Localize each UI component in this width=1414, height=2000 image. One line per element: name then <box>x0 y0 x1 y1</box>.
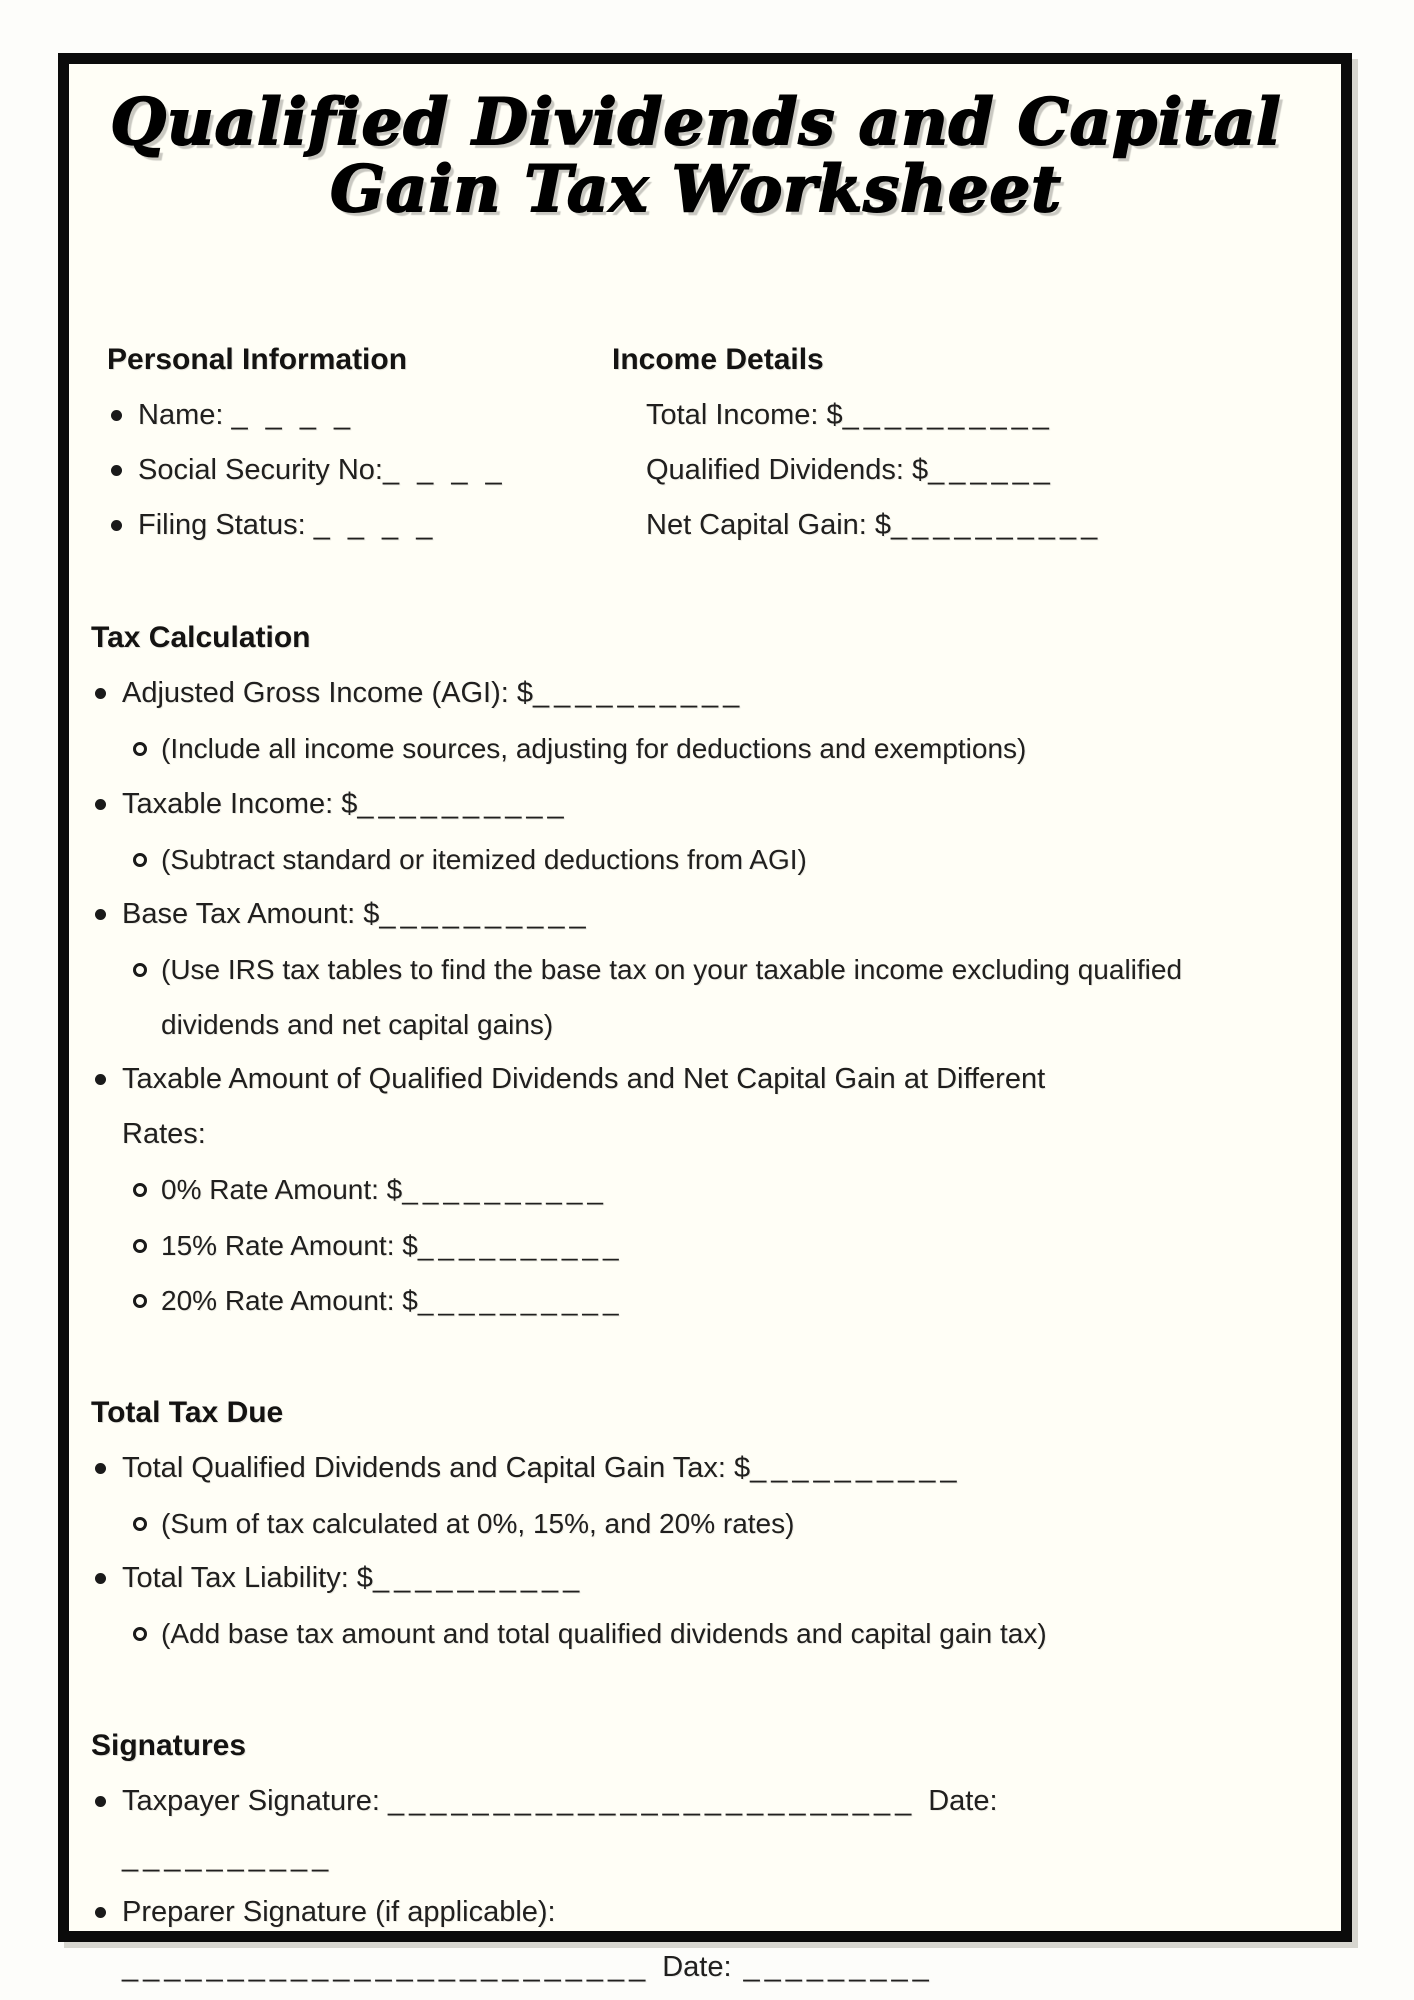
net-capital-gain-blank: __________ <box>891 509 1103 542</box>
rate-0-field-row <box>133 1162 1301 1217</box>
page-title <box>91 85 1301 227</box>
income-details-heading: Income Details <box>612 343 824 377</box>
rates-intro-row <box>91 1052 1301 1162</box>
name-label: Name: <box>138 399 232 432</box>
ssn-blank: _ _ _ _ <box>383 454 507 487</box>
total-tax-liability-blank: __________ <box>372 1562 585 1595</box>
bullet-icon <box>95 1573 106 1584</box>
bullet-icon <box>111 520 122 531</box>
name-field-row <box>107 388 612 443</box>
total-tax-liability-note: (Add base tax amount and total qualified dividends and capital gain tax) <box>161 1618 1047 1650</box>
filing-status-blank: _ _ _ _ <box>313 509 438 542</box>
filing-status-label: Filing Status: <box>138 509 314 542</box>
tax-calculation-section <box>91 609 1301 1328</box>
agi-note: (Include all income sources, adjusting for deductions and exemptions) <box>161 733 1027 765</box>
total-tax-due-heading: Total Tax Due <box>91 1395 284 1429</box>
total-tax-liability-label: Total Tax Liability: $ <box>122 1562 373 1595</box>
total-tax-due-section <box>91 1384 1301 1662</box>
bullet-icon <box>95 1074 106 1085</box>
income-details-section <box>612 331 1301 553</box>
total-qdcg-tax-blank: __________ <box>750 1451 962 1484</box>
taxpayer-signature-label: Taxpayer Signature: <box>122 1785 388 1818</box>
agi-note-row <box>133 721 1301 776</box>
taxable-income-blank: __________ <box>357 787 569 820</box>
circle-bullet-icon <box>133 1517 147 1531</box>
tax-calculation-heading: Tax Calculation <box>91 621 311 655</box>
rate-0-label: 0% Rate Amount: $ <box>161 1174 403 1206</box>
qualified-dividends-field-row <box>612 443 1301 498</box>
rate-20-blank: __________ <box>417 1284 624 1316</box>
circle-bullet-icon <box>133 1183 147 1197</box>
rates-intro: Taxable Amount of Qualified Dividends and Net Capital Gain at Different Rates: <box>122 1063 1046 1151</box>
taxable-income-label: Taxable Income: $ <box>122 787 358 820</box>
bullet-icon <box>95 688 106 699</box>
circle-bullet-icon <box>133 1294 147 1308</box>
rate-0-blank: __________ <box>402 1174 608 1206</box>
agi-field-row <box>91 666 1301 721</box>
preparer-signature-row <box>91 1885 1301 1995</box>
bullet-icon <box>95 909 106 920</box>
circle-bullet-icon <box>133 853 147 867</box>
taxable-income-note-row <box>133 832 1301 887</box>
base-tax-blank: __________ <box>379 897 591 930</box>
total-qdcg-tax-note: (Sum of tax calculated at 0%, 15%, and 20% rates) <box>161 1508 795 1540</box>
bullet-icon <box>95 799 106 810</box>
taxable-income-field-row <box>91 777 1301 832</box>
base-tax-field-row <box>91 887 1301 942</box>
rate-20-field-row <box>133 1273 1301 1328</box>
bullet-icon <box>95 1907 106 1918</box>
total-qdcg-tax-label: Total Qualified Dividends and Capital Gain Tax: $ <box>122 1451 751 1484</box>
preparer-date-blank: _________ <box>743 1950 934 1983</box>
base-tax-note-row <box>133 942 1301 1052</box>
total-income-blank: __________ <box>842 399 1054 432</box>
total-qdcg-tax-note-row <box>133 1496 1301 1551</box>
agi-blank: __________ <box>532 677 745 710</box>
taxpayer-date-blank: __________ <box>122 1840 334 1873</box>
rate-15-field-row <box>133 1218 1301 1273</box>
page-title-line2: Gain Tax Worksheet <box>330 151 1062 227</box>
circle-bullet-icon <box>133 1627 147 1641</box>
net-capital-gain-field-row <box>612 498 1301 553</box>
preparer-signature-blank: _________________________ <box>122 1950 651 1983</box>
bullet-icon <box>111 465 122 476</box>
signatures-heading: Signatures <box>91 1729 247 1763</box>
bullet-icon <box>111 410 122 421</box>
total-income-field-row <box>612 388 1301 443</box>
filing-status-field-row <box>107 498 612 553</box>
taxable-income-note: (Subtract standard or itemized deductions from AGI) <box>161 843 807 875</box>
bullet-icon <box>95 1796 106 1807</box>
ssn-label: Social Security No: <box>138 454 383 487</box>
rate-15-blank: __________ <box>417 1229 624 1261</box>
rate-15-label: 15% Rate Amount: $ <box>161 1229 418 1261</box>
taxpayer-date-label: Date: <box>928 1785 998 1818</box>
base-tax-label: Base Tax Amount: $ <box>122 897 380 930</box>
circle-bullet-icon <box>133 963 147 977</box>
net-capital-gain-label: Net Capital Gain: $ <box>646 509 892 542</box>
bullet-icon <box>95 1463 106 1474</box>
total-qdcg-tax-field-row <box>91 1441 1301 1496</box>
name-blank: _ _ _ _ <box>231 399 356 432</box>
circle-bullet-icon <box>133 742 147 756</box>
rate-20-label: 20% Rate Amount: $ <box>161 1284 418 1316</box>
preparer-signature-label: Preparer Signature (if applicable): <box>122 1895 556 1928</box>
qualified-dividends-label: Qualified Dividends: $ <box>646 454 929 487</box>
personal-info-section <box>107 331 612 553</box>
taxpayer-signature-row <box>91 1774 1301 1884</box>
signatures-section <box>91 1717 1301 1994</box>
personal-info-heading: Personal Information <box>107 343 408 377</box>
base-tax-note: (Use IRS tax tables to find the base tax on your taxable income excluding qualified dividends and net capital gains) <box>161 953 1183 1041</box>
page-title-line1: Qualified Dividends and Capital <box>110 85 1282 160</box>
qualified-dividends-blank: ______ <box>928 454 1055 487</box>
agi-label: Adjusted Gross Income (AGI): $ <box>122 677 533 710</box>
info-columns <box>91 331 1301 553</box>
total-income-label: Total Income: $ <box>646 399 843 432</box>
circle-bullet-icon <box>133 1239 147 1253</box>
taxpayer-signature-blank: _________________________ <box>387 1785 917 1818</box>
total-tax-liability-field-row <box>91 1551 1301 1606</box>
preparer-date-label: Date: <box>662 1950 732 1983</box>
ssn-field-row <box>107 443 612 498</box>
total-tax-liability-note-row <box>133 1606 1301 1661</box>
worksheet-page <box>58 53 1352 1983</box>
